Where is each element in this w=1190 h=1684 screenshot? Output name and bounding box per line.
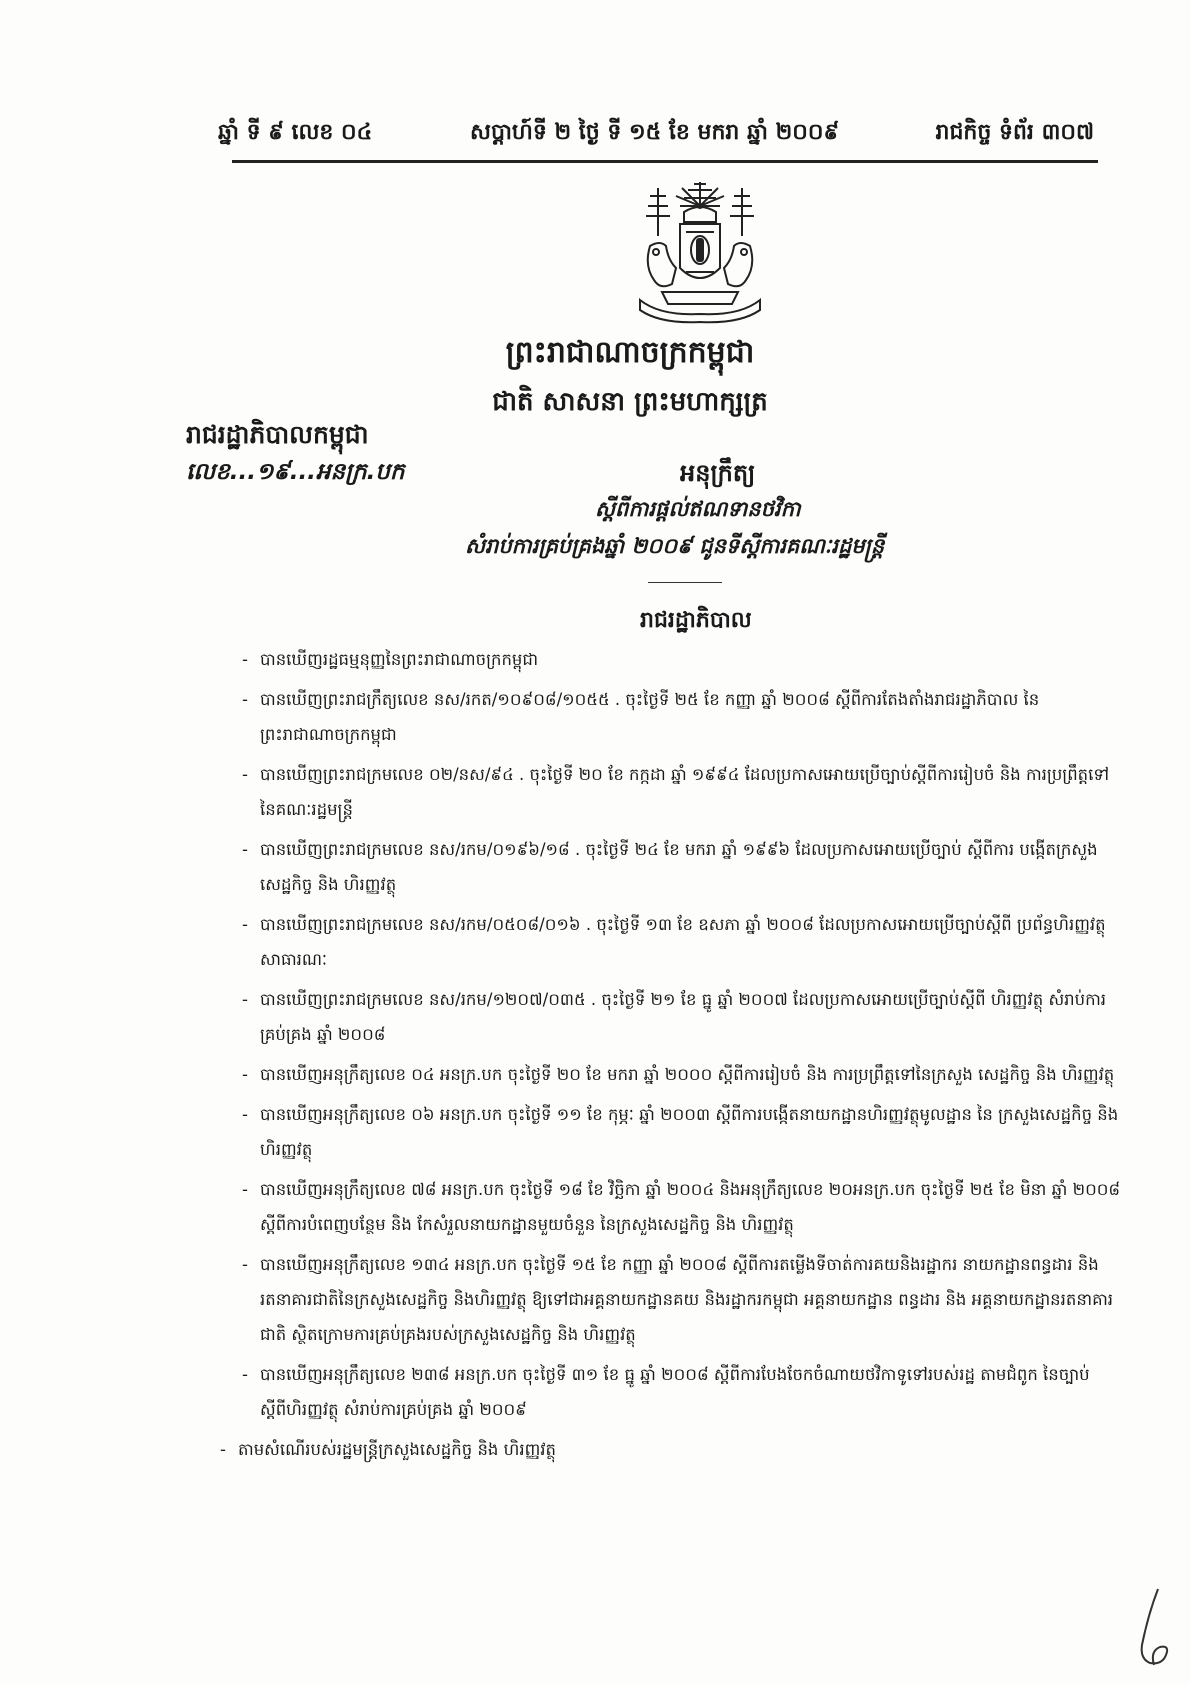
preamble-clause: - បានឃើញព្រះរាជក្រមលេខ នស/រកម/០១៩៦/១៨ . ចុះថ្ងៃទី ២៤ ខែ មករា ឆ្នាំ ១៩៩៦ ដែលប្រកាសអោយប្រើច្បាប់ ស្តីពីការ បង្កើតក្រសួងសេដ្ឋកិច្ច និង ហិរញ្ញវត្ថុ bbox=[242, 840, 1098, 894]
preamble-clause: - បានឃើញអនុក្រឹត្យលេខ ០៤ អនក្រ.បក ចុះថ្ងៃទី ២០ ខែ មករា ឆ្នាំ ២០០០ ស្តីពីការរៀបចំ និង ការប្រព្រឹត្តទៅនៃក្រសួង សេដ្ឋកិច្ច និង ហិរញ្ញវត្ថុ bbox=[242, 1065, 1115, 1084]
handwritten-initial-icon bbox=[1128, 1585, 1178, 1675]
document-subject: ស្តីពីការផ្តល់ឥណទានថវិកា bbox=[595, 497, 801, 521]
preamble-clause: - បានឃើញអនុក្រឹត្យលេខ ១៣៤ អនក្រ.បក ចុះថ្ងៃទី ១៥ ខែ កញ្ញា ឆ្នាំ ២០០៨ ស្តីពីការតម្លើងទីចាត់ការគយនិងរដ្ឋាករ នាយកដ្ឋានពន្ធដារ និងរតនាគារជាតិនៃក្រសួងសេដ្ឋកិច្ច និងហិរញ្ញវត្ថុ ឱ្យទៅជាអគ្គនាយកដ្ឋានគយ និងរដ្ឋាករកម្ពុជា អគ្គនាយកដ្ឋាន ពន្ធដារ និង អគ្គនាយកដ្ឋានរតនាគារជាតិ ស្ថិតក្រោមការគ្រប់គ្រងរបស់ក្រសួងសេដ្ឋកិច្ច និង ហិរញ្ញវត្ថុ bbox=[242, 1255, 1114, 1344]
preamble-clause: - បានឃើញព្រះរាជក្រឹត្យលេខ នស/រកត/១០៩០៨/១០៥៥ . ចុះថ្ងៃទី ២៥ ខែ កញ្ញា ឆ្នាំ ២០០៨ ស្តីពីការតែងតាំងរាជរដ្ឋាភិបាល នៃព្រះរាជាណាចក្រកម្ពុជា bbox=[242, 690, 1040, 744]
national-motto: ជាតិ សាសនា ព្រះមហាក្សត្រ bbox=[492, 387, 768, 417]
preamble-clauses bbox=[220, 642, 1122, 1472]
gazette-date: សប្តាហ៍ទី ២ ថ្ងៃ ទី ១៥ ខែ មករា ឆ្នាំ ២០០៩ bbox=[470, 120, 840, 145]
preamble-clause: - បានឃើញរដ្ឋធម្មនុញ្ញនៃព្រះរាជាណាចក្រកម្ពុជា bbox=[242, 650, 539, 669]
preamble-clause: - បានឃើញព្រះរាជក្រមលេខ ០២/នស/៩៤ . ចុះថ្ងៃទី ២០ ខែ កក្កដា ឆ្នាំ ១៩៩៤ ដែលប្រកាសអោយប្រើច្បាប់ស្តីពីការរៀបចំ និង ការប្រព្រឹត្តទៅនៃគណៈរដ្ឋមន្ត្រី bbox=[242, 765, 1110, 819]
preamble-clause: - បានឃើញអនុក្រឹត្យលេខ ២៣៨ អនក្រ.បក ចុះថ្ងៃទី ៣១ ខែ ធ្នូ ឆ្នាំ ២០០៨ ស្តីពីការបែងចែកចំណាយថវិកាទូទៅរបស់រដ្ឋ តាមជំពូក នៃច្បាប់ស្តីពីហិរញ្ញវត្ថុ សំរាប់ការគ្រប់គ្រង ឆ្នាំ ២០០៩ bbox=[242, 1365, 1090, 1419]
preamble-clause: - បានឃើញព្រះរាជក្រមលេខ នស/រកម/១២០៧/០៣៥ . ចុះថ្ងៃទី ២១ ខែ ធ្នូ ឆ្នាំ ២០០៧ ដែលប្រកាសអោយប្រើច្បាប់ស្តីពី ហិរញ្ញវត្ថុ សំរាប់ការគ្រប់គ្រង ឆ្នាំ ២០០៨ bbox=[242, 990, 1107, 1044]
kingdom-name: ព្រះរាជាណាចក្រកម្ពុជា bbox=[505, 335, 755, 370]
gazette-year-issue: ឆ្នាំ ទី ៩ លេខ ០៤ bbox=[218, 120, 373, 145]
issuing-authority: រាជរដ្ឋាភិបាលកម្ពុជា bbox=[186, 420, 369, 449]
government-heading: រាជរដ្ឋាភិបាល bbox=[640, 608, 752, 633]
decree-number: លេខ...១៩...អនក្រ.បក bbox=[186, 459, 405, 485]
document-type: អនុក្រឹត្យ bbox=[680, 459, 756, 487]
header-divider bbox=[232, 160, 1098, 163]
preamble-clause: - បានឃើញអនុក្រឹត្យលេខ ០៦ អនក្រ.បក ចុះថ្ងៃទី ១១ ខែ កុម្ភៈ ឆ្នាំ ២០០៣ ស្តីពីការបង្កើតនាយកដ្ឋានហិរញ្ញវត្ថុមូលដ្ឋាន នៃ ក្រសួងសេដ្ឋកិច្ច និង ហិរញ្ញវត្ថុ bbox=[242, 1105, 1119, 1159]
title-divider bbox=[648, 582, 722, 583]
gazette-page-number: រាជកិច្ច ទំព័រ ៣០៧ bbox=[935, 120, 1094, 145]
preamble-clause-proposal: - តាមសំណើរបស់រដ្ឋមន្ត្រីក្រសួងសេដ្ឋកិច្ច និង ហិរញ្ញវត្ថុ bbox=[220, 1440, 557, 1459]
royal-coat-of-arms-icon bbox=[620, 176, 780, 326]
document-subject-detail: សំរាប់ការគ្រប់គ្រងឆ្នាំ ២០០៩ ជូនទីស្តីការគណៈរដ្ឋមន្ត្រី bbox=[465, 534, 885, 558]
preamble-clause: - បានឃើញអនុក្រឹត្យលេខ ៧៨ អនក្រ.បក ចុះថ្ងៃទី ១៨ ខែ វិច្ឆិកា ឆ្នាំ ២០០៤ និងអនុក្រឹត្យលេខ ២០អនក្រ.បក ចុះថ្ងៃទី ២៥ ខែ មិនា ឆ្នាំ ២០០៨ ស្តីពីការបំពេញបន្ថែម និង កែសំរួលនាយកដ្ឋានមួយចំនួន នៃក្រសួងសេដ្ឋកិច្ច និង ហិរញ្ញវត្ថុ bbox=[242, 1180, 1121, 1234]
preamble-clause: - បានឃើញព្រះរាជក្រមលេខ នស/រកម/០៥០៨/០១៦ . ចុះថ្ងៃទី ១៣ ខែ ឧសភា ឆ្នាំ ២០០៨ ដែលប្រកាសអោយប្រើច្បាប់ស្តីពី ប្រព័ន្ធហិរញ្ញវត្ថុសាធារណៈ bbox=[242, 915, 1106, 969]
